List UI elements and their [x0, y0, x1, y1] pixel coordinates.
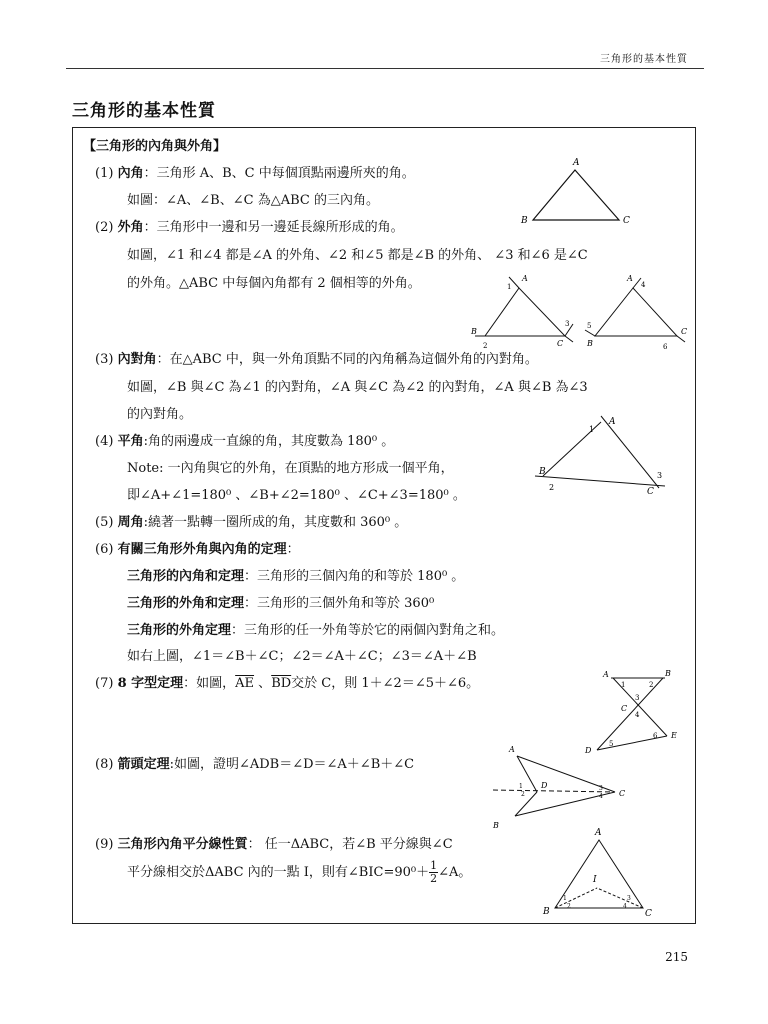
- fig4-label-c: C: [621, 704, 628, 713]
- fig5-label-4: 4: [599, 793, 603, 800]
- fig3-label-c: C: [647, 487, 654, 497]
- fig3-label-a: A: [609, 417, 616, 427]
- fig6-label-3: 3: [627, 895, 631, 902]
- fig2b-label-c: C: [681, 327, 688, 336]
- fig5-label-d: D: [541, 781, 548, 790]
- theorem-interior-sum: 三角形的內角和定理：三角形的三個內角的和等於 180⁰ 。: [127, 569, 465, 584]
- fraction-one-half: $\frac{1}{2}$: [430, 859, 438, 885]
- fig4-label-1: 1: [621, 681, 626, 689]
- fig4-label-3: 3: [635, 694, 640, 702]
- fig5-label-c: C: [619, 789, 626, 798]
- fig6-label-b: B: [543, 907, 550, 917]
- theorem-exterior-sum: 三角形的外角和定理：三角形的三個外角和等於 360⁰: [127, 596, 435, 611]
- fig5-label-3: 3: [599, 785, 603, 792]
- fig5-label-2: 2: [521, 791, 525, 798]
- fig6-label-1: 1: [563, 895, 567, 902]
- fig2a-label-b: B: [471, 327, 477, 336]
- fig6-label-4: 4: [623, 903, 627, 910]
- header-rule: [66, 68, 704, 69]
- section-title: 三角形的基本性質: [72, 101, 216, 121]
- fig2b-label-5: 5: [587, 322, 592, 330]
- fig1-label-a: A: [573, 158, 580, 168]
- fig4-label-a: A: [603, 670, 609, 679]
- item-3-detail: 如圖，∠B 與∠C 為∠1 的內對角，∠A 與∠C 為∠2 的內對角，∠A 與∠B 為∠3: [127, 380, 588, 395]
- fig3-label-b: B: [539, 467, 546, 477]
- item-8: (8) 箭頭定理:如圖，證明∠ADB＝∠D＝∠A＋∠B＋∠C: [95, 757, 415, 772]
- fig3-label-2: 2: [549, 483, 555, 492]
- fig2b-label-6: 6: [663, 343, 668, 351]
- theorem-exterior-angle: 三角形的外角定理：三角形的任一外角等於它的兩個內對角之和。: [127, 623, 505, 638]
- fig6-label-2: 2: [567, 903, 571, 910]
- fig6-label-i: I: [593, 875, 597, 885]
- fig4-label-d: D: [585, 746, 592, 755]
- fig4-label-2: 2: [649, 681, 654, 689]
- figure-triangle-interior: [521, 156, 637, 228]
- fig4-label-b: B: [665, 669, 671, 678]
- figure-exterior-angles-a: [469, 274, 579, 352]
- fig3-label-3: 3: [657, 471, 663, 480]
- item-3-detail-2: 的內對角。: [127, 407, 193, 422]
- item-2-detail-2: 的外角。△ABC 中每個內角都有 2 個相等的外角。: [127, 276, 421, 291]
- fig6-label-c: C: [645, 909, 652, 919]
- fig5-label-a: A: [509, 745, 515, 754]
- running-header: 三角形的基本性質: [600, 54, 688, 65]
- theorem-example: 如右上圖，∠1＝∠B＋∠C；∠2＝∠A＋∠C；∠3＝∠A＋∠B: [127, 649, 477, 664]
- fig2a-label-3: 3: [565, 320, 570, 328]
- fig3-label-1: 1: [589, 425, 595, 434]
- item-6: (6) 有關三角形外角與內角的定理：: [95, 542, 300, 557]
- item-3: (3) 內對角：在△ABC 中，與一外角頂點不同的內角稱為這個外角的內對角。: [95, 352, 538, 367]
- fig4-label-6: 6: [653, 732, 658, 740]
- fig1-label-b: B: [521, 216, 528, 226]
- box-heading: 【三角形的內角與外角】: [83, 139, 227, 154]
- item-2-detail: 如圖，∠1 和∠4 都是∠A 的外角、∠2 和∠5 都是∠B 的外角、 ∠3 和∠6 是∠C: [127, 248, 588, 263]
- fig2a-label-2: 2: [483, 342, 488, 350]
- fig4-label-4: 4: [635, 711, 640, 719]
- fig1-label-c: C: [623, 216, 630, 226]
- fig2a-label-a: A: [522, 274, 528, 283]
- item-7: (7) 8 字型定理：如圖，$\overline{AE}$ 、$\overline{BD}$交於 C，則 1＋∠2＝∠5＋∠6。: [95, 676, 480, 691]
- item-4-formula: 即∠A+∠1=180⁰ 、∠B+∠2=180⁰ 、∠C+∠3=180⁰ 。: [127, 488, 466, 503]
- fig4-label-5: 5: [609, 740, 614, 748]
- fig2b-label-b: B: [587, 339, 593, 348]
- fig2b-label-a: A: [627, 274, 633, 283]
- fig5-label-b: B: [493, 821, 499, 830]
- item-2: (2) 外角：三角形中一邊和另一邊延長線所形成的角。: [95, 220, 404, 235]
- fig4-label-e: E: [671, 731, 677, 740]
- figure-angle-bisectors: [543, 828, 657, 920]
- item-4-note: Note: 一內角與它的外角，在頂點的地方形成一個平角，: [127, 461, 454, 476]
- item-9: (9) 三角形內角平分線性質： 任一ΔABC，若∠B 平分線與∠C: [95, 837, 453, 852]
- item-1: (1) 內角：三角形 A、B、C 中每個頂點兩邊所夾的角。: [95, 166, 415, 181]
- fig2a-label-c: C: [557, 339, 564, 348]
- fig2b-label-4: 4: [641, 281, 646, 289]
- item-9-detail: 平分線相交於ΔABC 內的一點 I，則有∠BIC=90⁰＋ $\frac{1}{2}$ ∠A。: [127, 859, 472, 885]
- fig2a-label-1: 1: [507, 283, 512, 291]
- figure-exterior-angles-b: [581, 274, 691, 352]
- content-box: [72, 127, 696, 924]
- page-number: 215: [665, 950, 688, 964]
- fig6-label-a: A: [595, 828, 602, 838]
- item-1-detail: 如圖：∠A、∠B、∠C 為△ABC 的三內角。: [127, 193, 379, 208]
- item-5: (5) 周角:繞著一點轉一圈所成的角，其度數和 360⁰ 。: [95, 515, 408, 530]
- figure-8-shape: [585, 668, 683, 756]
- figure-arrowhead: [493, 745, 626, 830]
- fig5-label-1: 1: [519, 783, 523, 790]
- item-4: (4) 平角:角的兩邊成一直線的角，其度數為 180⁰ 。: [95, 434, 395, 449]
- figure-straight-angle: [531, 414, 671, 496]
